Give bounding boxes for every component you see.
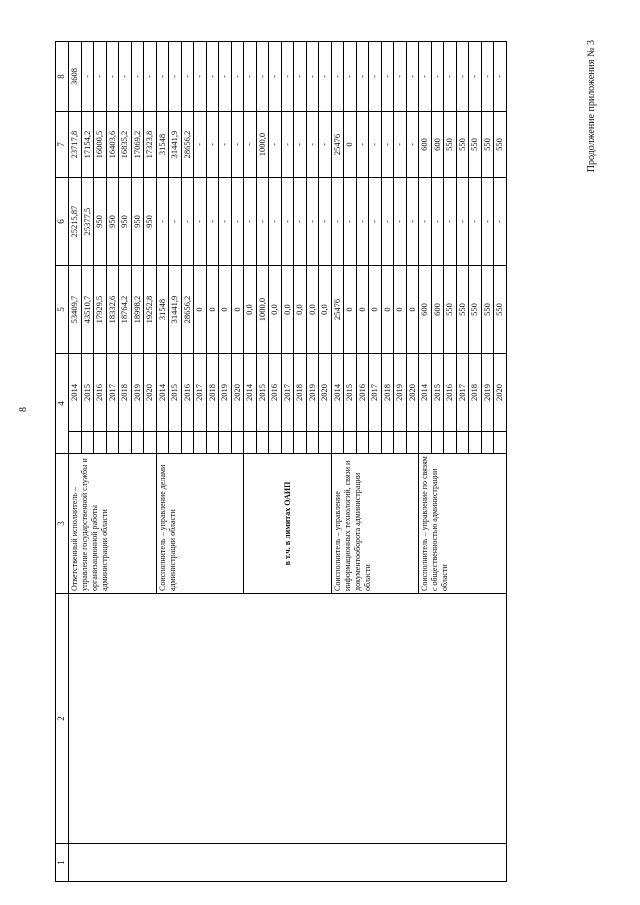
total-cell: 600 — [431, 266, 444, 354]
total-cell: 18332,6 — [106, 266, 119, 354]
col5-cell: - — [244, 178, 257, 266]
col6-cell: - — [244, 112, 257, 178]
col5-cell: - — [169, 178, 182, 266]
total-cell: 18998,2 — [131, 266, 144, 354]
table-row — [69, 42, 82, 882]
col5-cell: - — [381, 178, 394, 266]
year-cell: 2017 — [369, 354, 382, 432]
sub-column-cell — [456, 432, 469, 454]
executor-description: Соисполнитель – управление по связям с общественностью администрации области — [419, 454, 507, 594]
total-cell: 0 — [344, 266, 357, 354]
total-cell: 19252,8 — [144, 266, 157, 354]
col6-cell: - — [219, 112, 232, 178]
col5-cell: 25377,5 — [81, 178, 94, 266]
year-cell: 2020 — [494, 354, 507, 432]
sub-column-cell — [94, 432, 107, 454]
year-cell: 2019 — [394, 354, 407, 432]
col5-cell: - — [481, 178, 494, 266]
sub-column-cell — [256, 432, 269, 454]
total-cell: 0,0 — [281, 266, 294, 354]
col7-cell: - — [294, 42, 307, 112]
col7-cell: - — [444, 42, 457, 112]
col6-cell: - — [281, 112, 294, 178]
col5-cell: - — [444, 178, 457, 266]
col5-cell: - — [294, 178, 307, 266]
sub-column-cell — [181, 432, 194, 454]
header-cell: 5 — [56, 266, 69, 354]
col5-cell: - — [231, 178, 244, 266]
year-cell: 2020 — [231, 354, 244, 432]
sub-column-cell — [394, 432, 407, 454]
col5-cell: - — [431, 178, 444, 266]
sub-column-cell — [281, 432, 294, 454]
col5-cell: 950 — [119, 178, 132, 266]
total-cell: 0 — [194, 266, 207, 354]
total-cell: 17929,5 — [94, 266, 107, 354]
year-cell: 2015 — [431, 354, 444, 432]
col6-cell: 550 — [481, 112, 494, 178]
col6-cell: 28656,2 — [181, 112, 194, 178]
sub-column-cell — [356, 432, 369, 454]
sub-column-cell — [369, 432, 382, 454]
sub-column-cell — [306, 432, 319, 454]
col6-cell: 600 — [419, 112, 432, 178]
col5-cell: 950 — [94, 178, 107, 266]
col7-cell: - — [406, 42, 419, 112]
year-cell: 2015 — [256, 354, 269, 432]
total-cell: 550 — [456, 266, 469, 354]
year-cell: 2018 — [294, 354, 307, 432]
sub-column-cell — [231, 432, 244, 454]
col6-cell: 550 — [456, 112, 469, 178]
col6-cell: 0 — [344, 112, 357, 178]
col5-cell: - — [306, 178, 319, 266]
col6-cell: 550 — [494, 112, 507, 178]
col6-cell: 16403,6 — [106, 112, 119, 178]
year-cell: 2017 — [106, 354, 119, 432]
blank-col2-cell — [69, 594, 507, 844]
year-cell: 2019 — [481, 354, 494, 432]
year-cell: 2015 — [169, 354, 182, 432]
sub-column-cell — [319, 432, 332, 454]
total-cell: 0,0 — [269, 266, 282, 354]
sub-column-cell — [444, 432, 457, 454]
year-cell: 2019 — [131, 354, 144, 432]
sub-column-cell — [406, 432, 419, 454]
col7-cell: - — [94, 42, 107, 112]
col5-cell: - — [406, 178, 419, 266]
col6-cell: - — [406, 112, 419, 178]
sub-column-cell — [131, 432, 144, 454]
col6-cell: 17069,2 — [131, 112, 144, 178]
col5-cell: - — [419, 178, 432, 266]
year-cell: 2014 — [244, 354, 257, 432]
col6-cell: 25476 — [331, 112, 344, 178]
year-cell: 2019 — [219, 354, 232, 432]
sub-column-cell — [331, 432, 344, 454]
year-cell: 2016 — [269, 354, 282, 432]
col7-cell: - — [344, 42, 357, 112]
year-cell: 2017 — [281, 354, 294, 432]
sub-column-cell — [244, 432, 257, 454]
col7-cell: - — [306, 42, 319, 112]
year-cell: 2014 — [69, 354, 82, 432]
col6-cell: 16000,5 — [94, 112, 107, 178]
total-cell: 0 — [231, 266, 244, 354]
col6-cell: - — [231, 112, 244, 178]
col5-cell: - — [281, 178, 294, 266]
col7-cell: - — [194, 42, 207, 112]
col7-cell: - — [119, 42, 132, 112]
col7-cell: - — [244, 42, 257, 112]
year-cell: 2020 — [406, 354, 419, 432]
col5-cell: - — [194, 178, 207, 266]
year-cell: 2016 — [181, 354, 194, 432]
col7-cell: - — [281, 42, 294, 112]
blank-col1-cell — [69, 844, 507, 882]
year-cell: 2018 — [381, 354, 394, 432]
page-number: 8 — [18, 407, 29, 412]
sub-column-cell — [219, 432, 232, 454]
col7-cell: - — [319, 42, 332, 112]
col7-cell: - — [256, 42, 269, 112]
total-cell: 43510,7 — [81, 266, 94, 354]
continuation-note: Продолжение приложения № 3 — [586, 40, 597, 173]
year-cell: 2014 — [156, 354, 169, 432]
col5-cell: - — [369, 178, 382, 266]
col6-cell: - — [394, 112, 407, 178]
col7-cell: - — [456, 42, 469, 112]
col6-cell: - — [294, 112, 307, 178]
header-cell: 3 — [56, 454, 69, 594]
col6-cell: - — [381, 112, 394, 178]
col6-cell: 16835,2 — [119, 112, 132, 178]
col5-cell: - — [319, 178, 332, 266]
col6-cell: - — [194, 112, 207, 178]
year-cell: 2015 — [81, 354, 94, 432]
year-cell: 2018 — [206, 354, 219, 432]
budget-table — [55, 41, 507, 882]
year-cell: 2016 — [356, 354, 369, 432]
header-cell: 2 — [56, 594, 69, 844]
col7-cell: - — [81, 42, 94, 112]
col7-cell: - — [369, 42, 382, 112]
total-cell: 0,0 — [306, 266, 319, 354]
col7-cell: - — [394, 42, 407, 112]
total-cell: 1000,0 — [256, 266, 269, 354]
sub-column-cell — [344, 432, 357, 454]
col5-cell: - — [394, 178, 407, 266]
year-cell: 2015 — [344, 354, 357, 432]
col5-cell: - — [156, 178, 169, 266]
col5-cell: - — [469, 178, 482, 266]
col5-cell: 950 — [131, 178, 144, 266]
col5-cell: - — [356, 178, 369, 266]
rotated-table-frame — [55, 42, 555, 882]
sub-column-cell — [294, 432, 307, 454]
col7-cell: - — [356, 42, 369, 112]
col6-cell: - — [319, 112, 332, 178]
col7-cell: - — [494, 42, 507, 112]
col6-cell: 600 — [431, 112, 444, 178]
col7-cell: - — [131, 42, 144, 112]
col7-cell: - — [231, 42, 244, 112]
header-cell: 8 — [56, 42, 69, 112]
sub-column-cell — [81, 432, 94, 454]
total-cell: 600 — [419, 266, 432, 354]
year-cell: 2014 — [331, 354, 344, 432]
executor-description: в т.ч. в лимитах ОАИП — [244, 454, 332, 594]
total-cell: 31548 — [156, 266, 169, 354]
col7-cell: - — [219, 42, 232, 112]
total-cell: 0,0 — [319, 266, 332, 354]
col7-cell: - — [431, 42, 444, 112]
year-cell: 2019 — [306, 354, 319, 432]
sub-column-cell — [69, 432, 82, 454]
sub-column-cell — [469, 432, 482, 454]
total-cell: 0 — [356, 266, 369, 354]
col5-cell: - — [219, 178, 232, 266]
sub-column-cell — [381, 432, 394, 454]
total-cell: 550 — [481, 266, 494, 354]
sub-column-cell — [481, 432, 494, 454]
total-cell: 0 — [206, 266, 219, 354]
year-cell: 2016 — [94, 354, 107, 432]
year-cell: 2017 — [456, 354, 469, 432]
total-cell: 550 — [444, 266, 457, 354]
total-cell: 53409,7 — [69, 266, 82, 354]
year-cell: 2018 — [119, 354, 132, 432]
sub-column-cell — [431, 432, 444, 454]
header-cell: 7 — [56, 112, 69, 178]
col5-cell: - — [269, 178, 282, 266]
col7-cell: - — [181, 42, 194, 112]
header-cell: 4 — [56, 354, 69, 454]
col7-cell: - — [144, 42, 157, 112]
col7-cell: - — [481, 42, 494, 112]
col6-cell: - — [269, 112, 282, 178]
col7-cell: 3608 — [69, 42, 82, 112]
col6-cell: 23717,8 — [69, 112, 82, 178]
year-cell: 2017 — [194, 354, 207, 432]
executor-description: Соисполнитель – управление делами администрации области — [156, 454, 244, 594]
col6-cell: 31548 — [156, 112, 169, 178]
table-body — [69, 42, 507, 882]
col6-cell: - — [369, 112, 382, 178]
total-cell: 25476 — [331, 266, 344, 354]
col5-cell: 950 — [106, 178, 119, 266]
col6-cell: 1000,0 — [256, 112, 269, 178]
col7-cell: - — [381, 42, 394, 112]
col6-cell: - — [206, 112, 219, 178]
sub-column-cell — [206, 432, 219, 454]
col5-cell: - — [494, 178, 507, 266]
year-cell: 2018 — [469, 354, 482, 432]
total-cell: 0 — [406, 266, 419, 354]
year-cell: 2020 — [319, 354, 332, 432]
executor-description: Ответственный исполнитель – управление государственной службы и организационной работы администрации области — [69, 454, 157, 594]
col7-cell: - — [106, 42, 119, 112]
col7-cell: - — [156, 42, 169, 112]
sub-column-cell — [419, 432, 432, 454]
total-cell: 550 — [469, 266, 482, 354]
col6-cell: 550 — [469, 112, 482, 178]
col5-cell: - — [456, 178, 469, 266]
total-cell: 31441,9 — [169, 266, 182, 354]
col6-cell: - — [306, 112, 319, 178]
total-cell: 28656,2 — [181, 266, 194, 354]
total-cell: 0 — [369, 266, 382, 354]
col5-cell: 950 — [144, 178, 157, 266]
col7-cell: - — [169, 42, 182, 112]
col7-cell: - — [419, 42, 432, 112]
col6-cell: 17323,8 — [144, 112, 157, 178]
col6-cell: 17154,2 — [81, 112, 94, 178]
total-cell: 0 — [381, 266, 394, 354]
col5-cell: - — [181, 178, 194, 266]
total-cell: 18764,2 — [119, 266, 132, 354]
sub-column-cell — [194, 432, 207, 454]
col7-cell: - — [331, 42, 344, 112]
col7-cell: - — [269, 42, 282, 112]
col6-cell: - — [356, 112, 369, 178]
col5-cell: - — [344, 178, 357, 266]
sub-column-cell — [106, 432, 119, 454]
header-cell: 1 — [56, 844, 69, 882]
col7-cell: - — [469, 42, 482, 112]
table-header-row — [56, 42, 69, 882]
year-cell: 2020 — [144, 354, 157, 432]
sub-column-cell — [494, 432, 507, 454]
col5-cell: - — [256, 178, 269, 266]
total-cell: 0 — [219, 266, 232, 354]
total-cell: 0 — [394, 266, 407, 354]
col6-cell: 550 — [444, 112, 457, 178]
sub-column-cell — [169, 432, 182, 454]
executor-description: Соисполнитель – управление информационных технологий, связи и документооборота администрации области — [331, 454, 419, 594]
year-cell: 2016 — [444, 354, 457, 432]
sub-column-cell — [269, 432, 282, 454]
col5-cell: - — [206, 178, 219, 266]
col6-cell: 31441,9 — [169, 112, 182, 178]
total-cell: 550 — [494, 266, 507, 354]
col5-cell: - — [331, 178, 344, 266]
total-cell: 0,0 — [294, 266, 307, 354]
sub-column-cell — [119, 432, 132, 454]
total-cell: 0,0 — [244, 266, 257, 354]
col7-cell: - — [206, 42, 219, 112]
col5-cell: 25215,87 — [69, 178, 82, 266]
year-cell: 2014 — [419, 354, 432, 432]
sub-column-cell — [144, 432, 157, 454]
sub-column-cell — [156, 432, 169, 454]
header-cell: 6 — [56, 178, 69, 266]
